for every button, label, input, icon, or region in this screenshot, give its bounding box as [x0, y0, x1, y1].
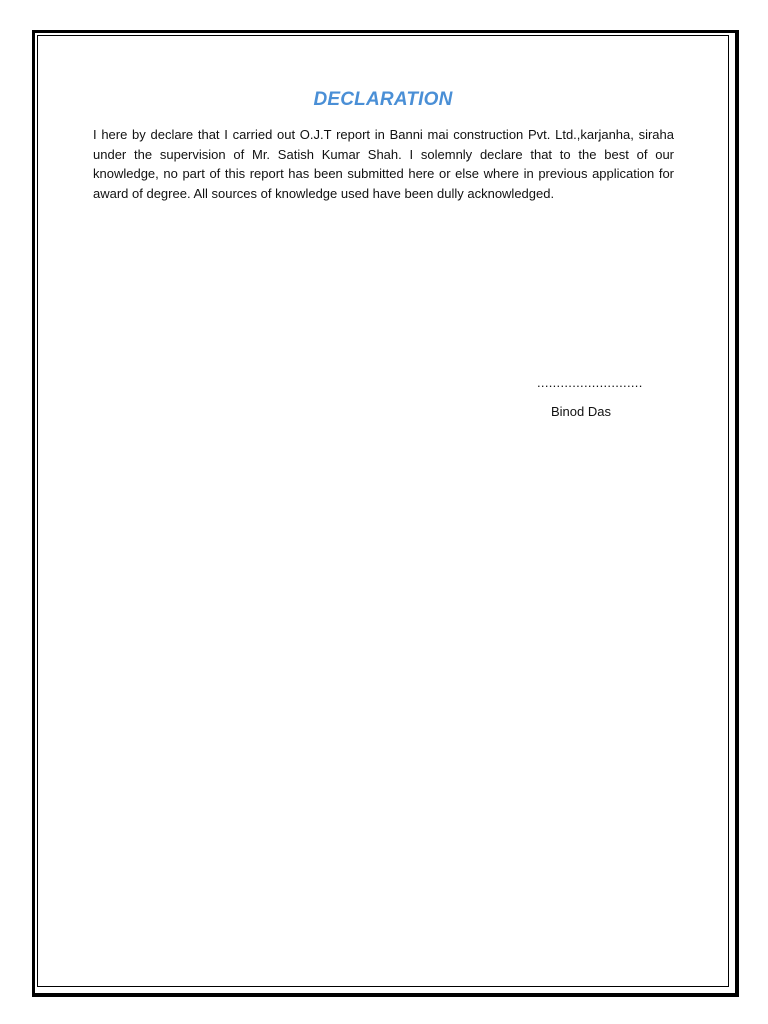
declaration-title: DECLARATION	[313, 89, 453, 110]
signatory-name: Binod Das	[551, 404, 611, 419]
signature-line: ...........................	[537, 375, 643, 390]
declaration-body: I here by declare that I carried out O.J.T report in Banni mai construction Pvt. Ltd.,karjanha, siraha under the supervision of Mr. Satish Kumar Shah. I solemnly declare that to the best of our knowledge, no part of this report has been submitted here or else where in previous application for award of degree. All sources of knowledge used have been dully acknowledged.	[93, 127, 674, 201]
